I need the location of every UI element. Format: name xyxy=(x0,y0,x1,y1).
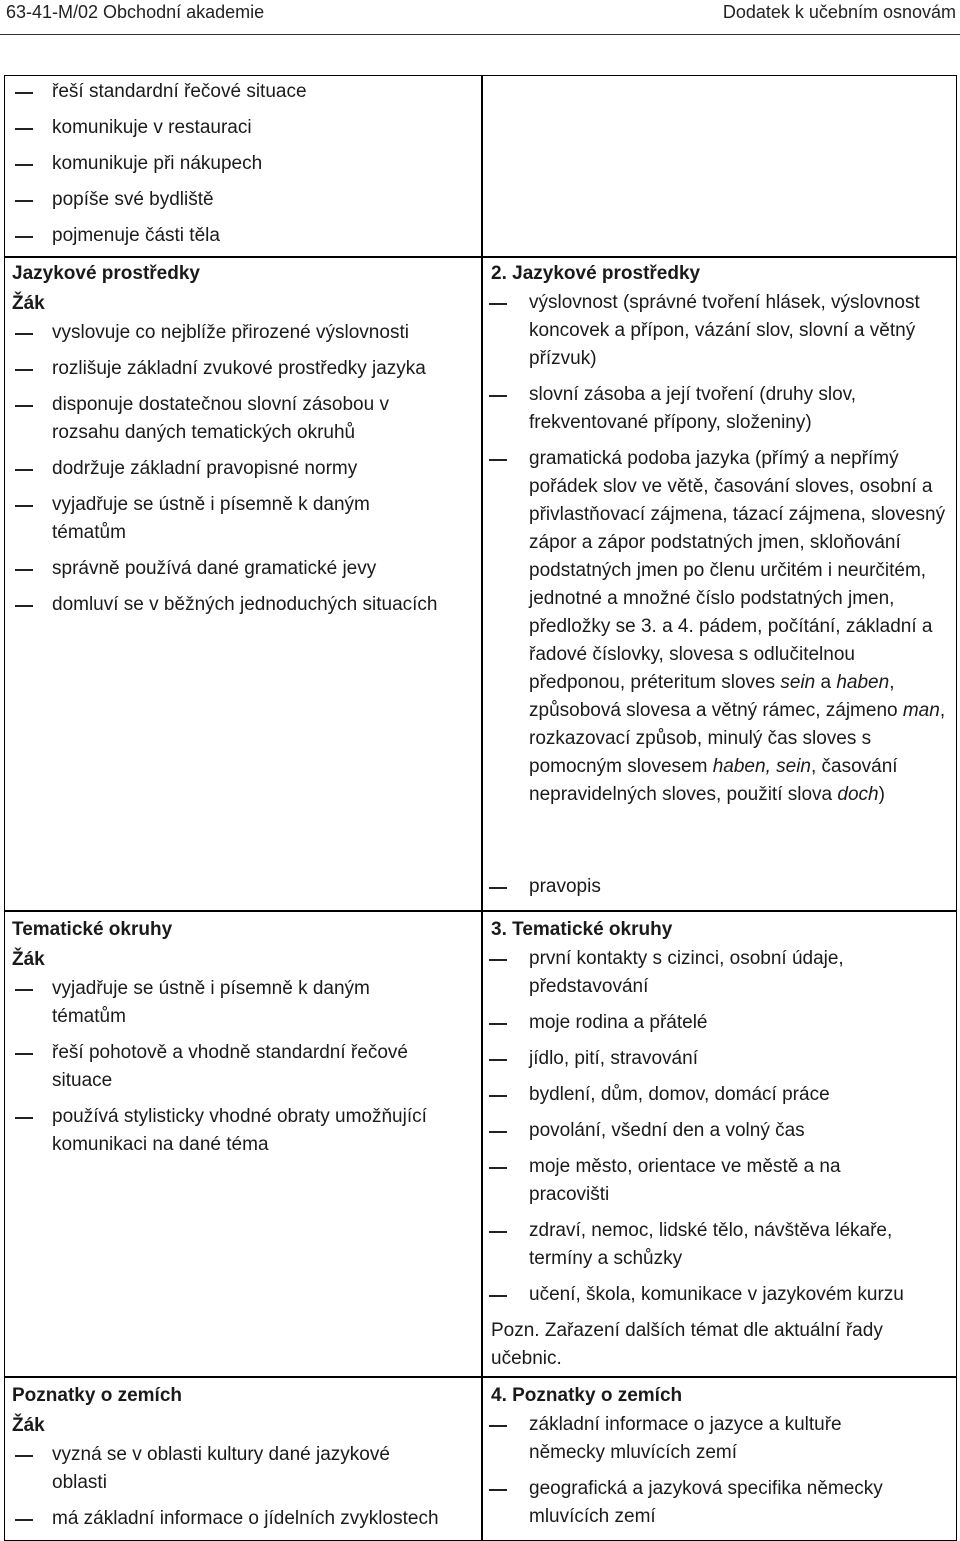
list-item: slovní zásoba a její tvoření (druhy slov, frekventované přípony, složeniny) xyxy=(491,381,929,445)
section-subtitle: Žák xyxy=(12,1415,45,1436)
list-item: jídlo, pití, stravování xyxy=(491,1045,953,1081)
section-title: Jazykové prostředky xyxy=(12,263,200,284)
curriculum-table xyxy=(4,75,957,1541)
left-countries-section xyxy=(12,1381,477,1541)
header-left: 63-41-M/02 Obchodní akademie xyxy=(6,2,265,22)
grammar-text: a xyxy=(815,672,837,693)
list-item: komunikuje v restauraci xyxy=(12,114,477,150)
list-item-grammar xyxy=(491,445,949,873)
page-header xyxy=(0,0,960,26)
grammar-text: , časování nepravidelných sloves, použití slova xyxy=(529,756,898,805)
list-item: dodržuje základní pravopisné normy xyxy=(12,455,477,491)
grammar-term: haben, sein xyxy=(712,756,811,777)
grammar-text: gramatická podoba jazyka (přímý a nepřímý pořádek slov ve větě, časování sloves, osobní a přivlastňovací zájmena, tázací zájmena, slovesný zápor a zápor podstatných jmen, skloňování podstatných jmen po členu určitém i neurčitém, jednotné a množné číslo podstatných jmen, předložky se 3. a 4. pádem, počítání, základní a řadové číslovky, slovesa s odlučitelnou předponou, préteritum sloves xyxy=(529,448,946,693)
column-divider xyxy=(481,76,483,1540)
list-item: popíše své bydliště xyxy=(12,186,477,222)
list-item: vyjadřuje se ústně i písemně k daným tématům xyxy=(12,975,412,1039)
list-item: povolání, všední den a volný čas xyxy=(491,1117,953,1153)
right-topics-section xyxy=(491,915,953,1373)
list-item: má základní informace o jídelních zvyklostech xyxy=(12,1505,477,1541)
section-title: 2. Jazykové prostředky xyxy=(491,263,701,284)
left-intro-list xyxy=(12,78,477,258)
right-language-section xyxy=(491,259,953,909)
list-item: vyjadřuje se ústně i písemně k daným tématům xyxy=(12,491,412,555)
left-language-section xyxy=(12,259,477,627)
section-subtitle: Žák xyxy=(12,293,45,314)
topics-note: Pozn. Zařazení dalších témat dle aktuální řady učebnic. xyxy=(491,1320,883,1369)
list-item: první kontakty s cizinci, osobní údaje, představování xyxy=(491,945,899,1009)
list-item: učení, škola, komunikace v jazykovém kurzu xyxy=(491,1281,953,1317)
grammar-term: doch xyxy=(837,784,879,805)
list-item: domluví se v běžných jednoduchých situacích xyxy=(12,591,477,627)
grammar-term: man xyxy=(902,700,940,721)
list-item: geografická a jazyková specifika německy mluvících zemí xyxy=(491,1475,929,1539)
grammar-text: , způsobová slovesa a větný rámec, zájmeno xyxy=(529,672,903,721)
list-item: vyslovuje co nejblíže přirozené výslovnosti xyxy=(12,319,477,355)
section-title: Poznatky o zemích xyxy=(12,1385,182,1406)
list-item: zdraví, nemoc, lidské tělo, návštěva lékaře, termíny a schůzky xyxy=(491,1217,959,1281)
grammar-text: , rozkazovací způsob, minulý čas sloves s pomocným slovesem xyxy=(529,700,946,777)
list-item: řeší pohotově a vhodně standardní řečové situace xyxy=(12,1039,462,1103)
list-item: řeší standardní řečové situace xyxy=(12,78,477,114)
list-item: moje město, orientace ve městě a na pracovišti xyxy=(491,1153,909,1217)
grammar-term: sein xyxy=(780,672,816,693)
grammar-term: haben xyxy=(836,672,890,693)
list-item: bydlení, dům, domov, domácí práce xyxy=(491,1081,953,1117)
section-title: 3. Tematické okruhy xyxy=(491,919,673,940)
header-rule xyxy=(0,34,960,35)
list-item: základní informace o jazyce a kultuře německy mluvících zemí xyxy=(491,1411,909,1475)
section-subtitle: Žák xyxy=(12,949,45,970)
list-item: komunikuje při nákupech xyxy=(12,150,477,186)
section-title: Tematické okruhy xyxy=(12,919,173,940)
list-item: disponuje dostatečnou slovní zásobou v rozsahu daných tematických okruhů xyxy=(12,391,422,455)
right-countries-section xyxy=(491,1381,953,1539)
left-topics-section xyxy=(12,915,477,1167)
list-item: výslovnost (správné tvoření hlásek, výslovnost koncovek a přípon, vázání slov, slovní a větný přízvuk) xyxy=(491,289,929,381)
list-item: vyzná se v oblasti kultury dané jazykové oblasti xyxy=(12,1441,442,1505)
list-item: moje rodina a přátelé xyxy=(491,1009,953,1045)
list-item: správně používá dané gramatické jevy xyxy=(12,555,477,591)
row-divider xyxy=(5,910,956,912)
list-item: používá stylisticky vhodné obraty umožňující komunikaci na dané téma xyxy=(12,1103,482,1167)
list-item: rozlišuje základní zvukové prostředky jazyka xyxy=(12,355,477,391)
grammar-text: ) xyxy=(878,784,885,805)
list-item: pravopis xyxy=(491,873,953,909)
section-title: 4. Poznatky o zemích xyxy=(491,1385,683,1406)
row-divider xyxy=(5,1376,956,1378)
list-item: pojmenuje části těla xyxy=(12,222,477,258)
header-right: Dodatek k učebním osnovám xyxy=(722,2,956,22)
